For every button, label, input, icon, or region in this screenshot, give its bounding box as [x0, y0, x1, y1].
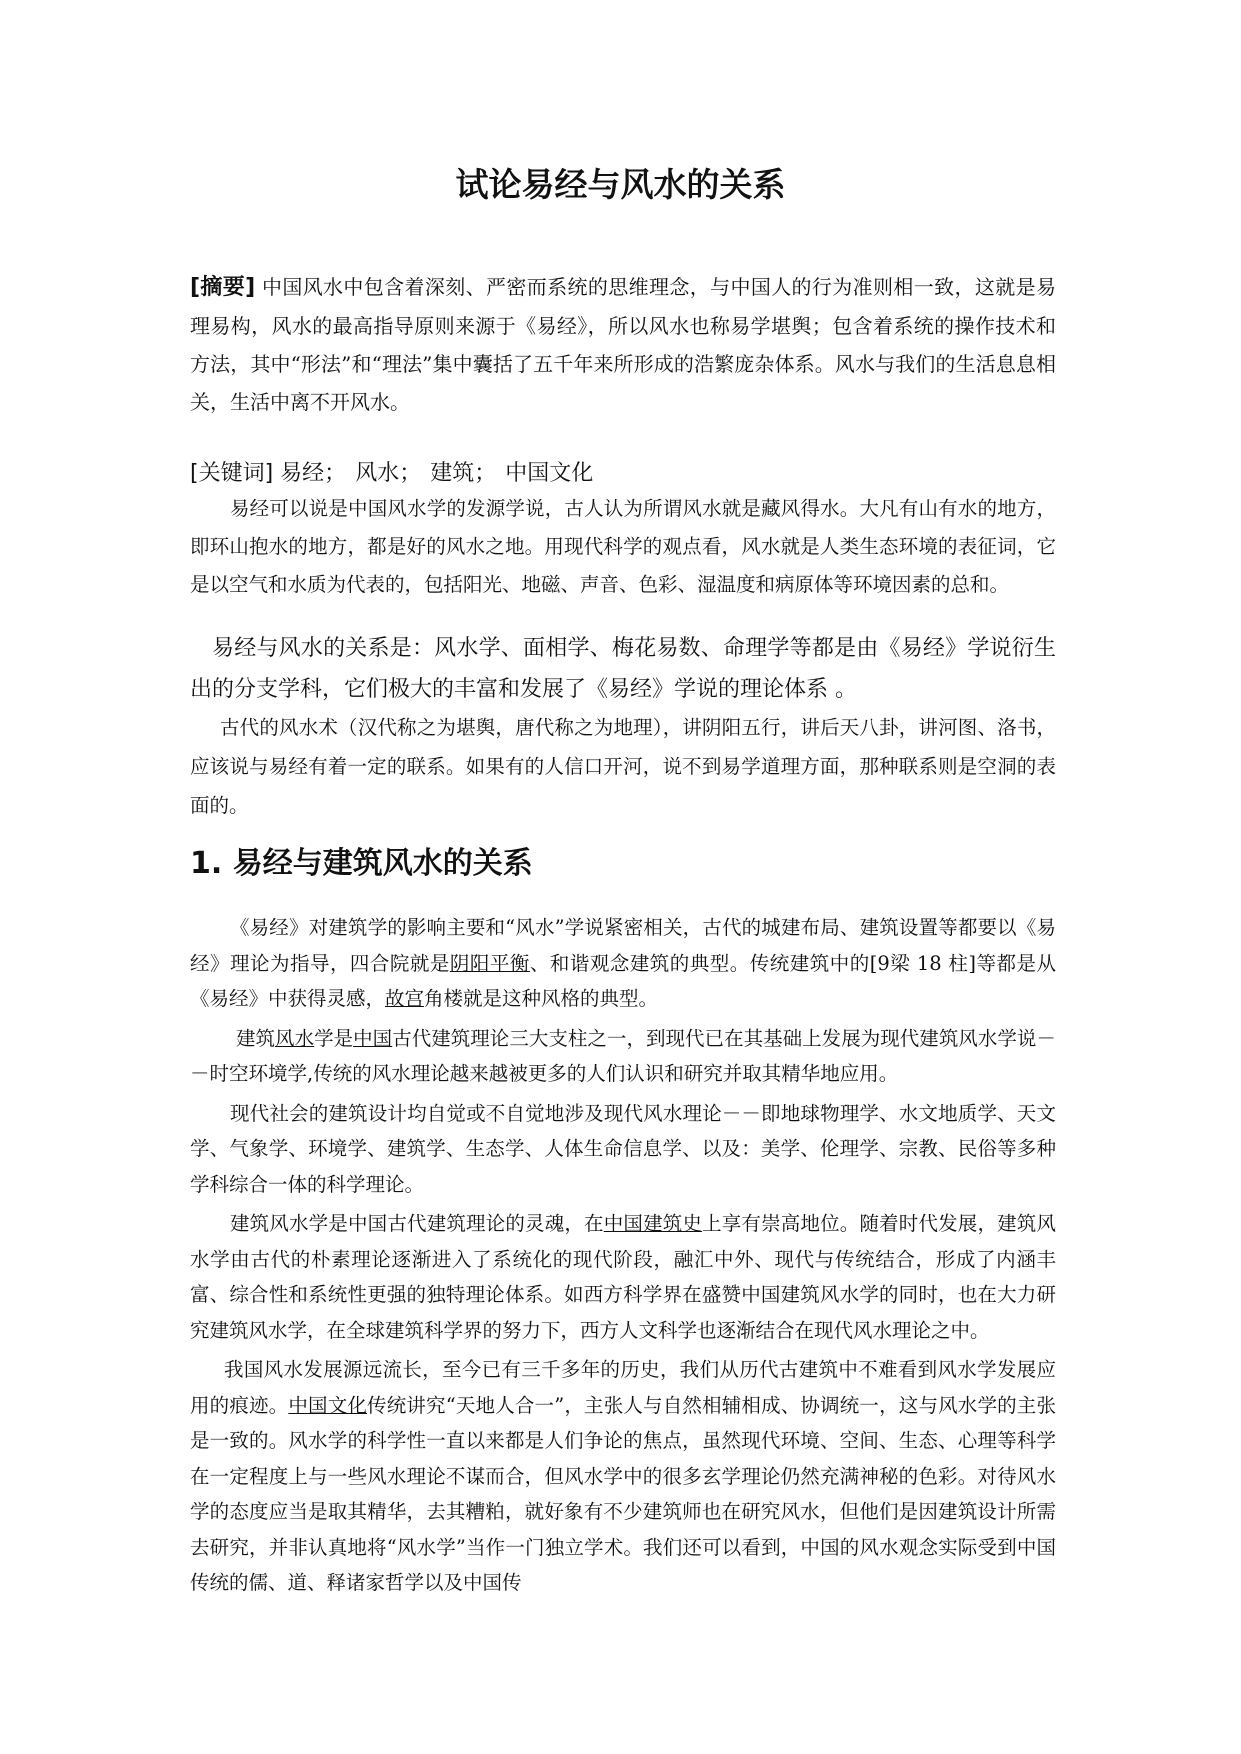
paragraph-text: 、和谐观念建筑的典型。传统建筑中的[9梁 18 柱]等都是从《易经》中获得灵感， — [190, 951, 1056, 1010]
ancient-paragraph — [190, 708, 1056, 825]
paragraph-text: 传统讲究“天地人合一”，主张人与自然相辅相成、协调统一，这与风水学的主张是一致的。风水学的科学性一直以来都是人们争论的焦点，虽然现代环境、空间、生态、心理等科学在一定程度上与一些风水理论不谋而合，但风水学中的很多玄学理论仍然充满神秘的色彩。对待风水学的态度应当是取其精华，去其糟粕，就好象有不少建筑师也在研究风水，但他们是因建筑设计所需去研究，并非认真地将“风水学”当作一门独立学术。我们还可以看到，中国的风水观念实际受到中国传统的儒、道、释诸家哲学以及中国传 — [190, 1393, 1056, 1594]
keyword-item: 建筑； — [430, 461, 497, 486]
section-paragraph-1 — [190, 910, 1056, 1017]
keywords-line — [190, 456, 1056, 492]
link-chinese-architecture-history[interactable]: 中国建筑史 — [603, 1212, 703, 1235]
link-fengshui[interactable]: 风水 — [275, 1026, 315, 1050]
section-body — [190, 910, 1056, 1601]
link-yinyang-balance[interactable]: 阴阳平衡 — [449, 951, 530, 975]
keyword-item: 风水； — [355, 461, 422, 486]
section-heading: 1. 易经与建筑风水的关系 — [190, 846, 533, 881]
link-forbidden-city[interactable]: 故宫 — [385, 987, 425, 1010]
section-paragraph-4 — [190, 1206, 1056, 1348]
abstract-paragraph — [190, 268, 1056, 421]
paragraph-text: 建筑风水学是中国古代建筑理论的灵魂，在 — [230, 1212, 604, 1235]
paragraph-text: 古代建筑理论三大支柱之一，到现代已在其基础上发展为现代建筑风水学说－－时空环境学,传统的风水理论越来越被更多的人们认识和研究并取其精华地应用。 — [190, 1026, 1056, 1085]
section-paragraph-3: 现代社会的建筑设计均自觉或不自觉地涉及现代风水理论－－即地球物理学、水文地质学、天文学、气象学、环境学、建筑学、生态学、人体生命信息学、以及：美学、伦理学、宗教、民俗等多种学科综合一体的科学理论。 — [190, 1101, 1056, 1196]
relation-paragraph — [190, 628, 1056, 710]
paragraph-text: 《易经》对建筑学的影响主要和“风水”学说紧密相关，古代的城建布局、建筑设置等都要以《易经》理论为指导，四合院就是 — [190, 916, 1056, 975]
keywords-label: [关键词] — [190, 461, 274, 486]
intro-text: 易经可以说是中国风水学的发源学说，古人认为所谓风水就是藏风得水。大凡有山有水的地方，即环山抱水的地方，都是好的风水之地。用现代科学的观点看，风水就是人类生态环境的表征词，它是以空气和水质为代表的，包括阳光、地磁、声音、色彩、湿温度和病原体等环境因素的总和。 — [190, 497, 1056, 596]
document-title: 试论易经与风水的关系 — [455, 165, 786, 204]
section-paragraph-5 — [190, 1352, 1056, 1601]
paragraph-text: 学是 — [314, 1026, 354, 1050]
keyword-item: 易经； — [280, 461, 347, 486]
paragraph-text: 角楼就是这种风格的典型。 — [424, 987, 659, 1010]
ancient-text: 古代的风水术（汉代称之为堪舆，唐代称之为地理），讲阴阳五行，讲后天八卦，讲河图、洛书，应该说与易经有着一定的联系。如果有的人信口开河，说不到易学道理方面，那种联系则是空洞的表面的。 — [190, 716, 1056, 817]
keyword-item: 中国文化 — [505, 461, 594, 486]
abstract-text: 中国风水中包含着深刻、严密而系统的思维理念，与中国人的行为准则相一致，这就是易理易构，风水的最高指导原则来源于《易经》，所以风水也称易学堪舆；包含着系统的操作技术和方法，其中“形法”和“理法”集中囊括了五千年来所形成的浩繁庞杂体系。风水与我们的生活息息相关，生活中离不开风水。 — [190, 275, 1056, 414]
link-chinese-culture[interactable]: 中国文化 — [288, 1393, 368, 1417]
relation-text: 易经与风水的关系是：风水学、面相学、梅花易数、命理学等都是由《易经》学说衍生出的分支学科，它们极大的丰富和发展了《易经》学说的理论体系 。 — [190, 636, 1056, 702]
paragraph-text: 上享有崇高地位。随着时代发展，建筑风水学由古代的朴素理论逐渐进入了系统化的现代阶段，融汇中外、现代与传统结合，形成了内涵丰富、综合性和系统性更强的独特理论体系。如西方科学界在盛赞中国建筑风水学的同时，也在大力研究建筑风水学，在全球建筑科学界的努力下，西方人文科学也逐渐结合在现代风水理论之中。 — [190, 1212, 1056, 1342]
link-china[interactable]: 中国 — [353, 1026, 393, 1050]
paragraph-text: 建筑 — [236, 1026, 276, 1050]
intro-paragraph — [190, 490, 1056, 604]
section-paragraph-2 — [190, 1021, 1056, 1092]
paragraph-text: 我国风水发展源远流长，至今已有三千多年的历史，我们从历代古建筑中不难看到风水学发展应用的痕迹。 — [190, 1358, 1056, 1417]
abstract-label: [摘要] — [190, 275, 256, 300]
